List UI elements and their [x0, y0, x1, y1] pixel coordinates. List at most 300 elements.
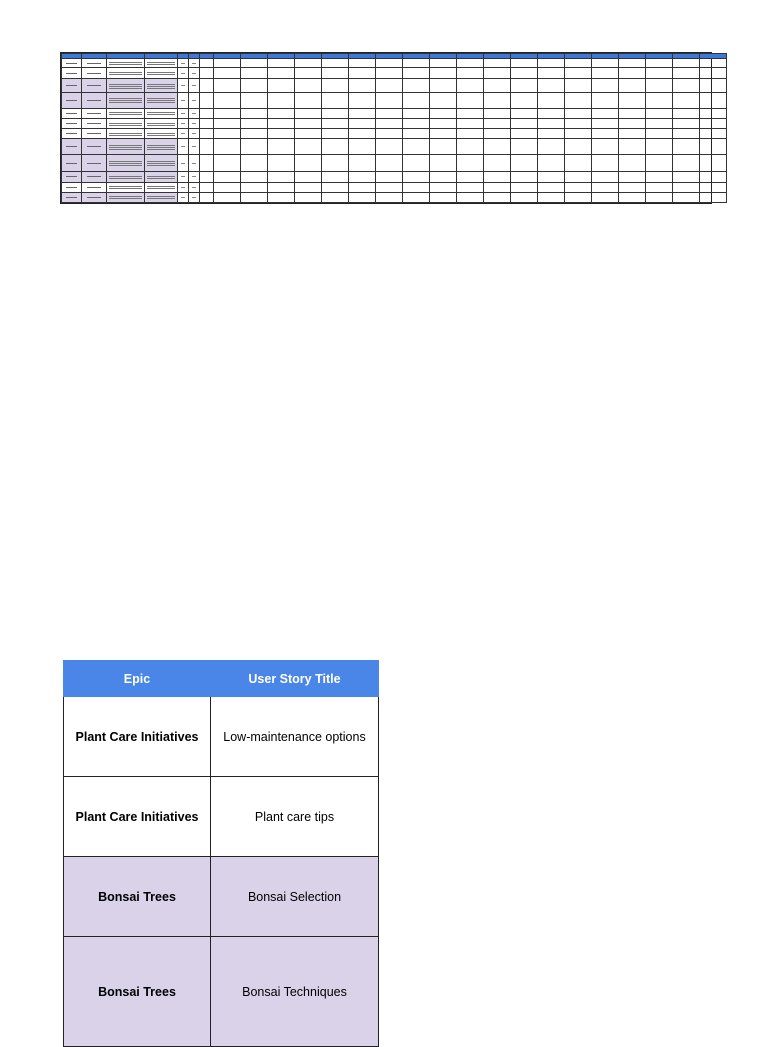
thumbnail-cell [268, 139, 295, 155]
thumbnail-cell [430, 192, 457, 202]
thumbnail-cell [178, 92, 189, 108]
thumbnail-cell [82, 172, 107, 182]
thumbnail-cell [457, 108, 484, 118]
table-row [64, 937, 379, 1047]
thumbnail-cell [268, 59, 295, 68]
thumbnail-cell [673, 155, 700, 172]
thumbnail-cell [511, 79, 538, 93]
thumbnail-cell [241, 119, 268, 129]
thumbnail-cell [511, 92, 538, 108]
thumbnail-cell [673, 182, 700, 192]
thumbnail-cell [484, 155, 511, 172]
thumbnail-cell [403, 92, 430, 108]
thumbnail-row [62, 192, 727, 202]
thumbnail-cell [484, 108, 511, 118]
thumbnail-cell [538, 139, 565, 155]
thumbnail-cell [349, 119, 376, 129]
thumbnail-cell [200, 119, 214, 129]
table-header-row [64, 661, 379, 697]
thumbnail-cell [646, 192, 673, 202]
thumbnail-cell [107, 129, 145, 139]
thumbnail-cell [268, 108, 295, 118]
thumbnail-cell [241, 92, 268, 108]
thumbnail-cell [430, 108, 457, 118]
thumbnail-cell [565, 155, 592, 172]
thumbnail-cell [430, 155, 457, 172]
thumbnail-cell [403, 139, 430, 155]
thumbnail-cell [189, 108, 200, 118]
thumbnail-cell [511, 108, 538, 118]
thumbnail-cell [376, 129, 403, 139]
thumbnail-cell [214, 92, 241, 108]
thumbnail-cell [511, 172, 538, 182]
thumbnail-cell [145, 172, 178, 182]
thumbnail-cell [565, 192, 592, 202]
thumbnail-cell [565, 172, 592, 182]
thumbnail-cell [200, 129, 214, 139]
thumbnail-cell [178, 172, 189, 182]
thumbnail-cell [62, 172, 82, 182]
thumbnail-cell [62, 119, 82, 129]
thumbnail-cell [189, 68, 200, 79]
thumbnail-cell [484, 129, 511, 139]
thumbnail-cell [538, 108, 565, 118]
thumbnail-cell [484, 79, 511, 93]
thumbnail-cell [376, 108, 403, 118]
thumbnail-cell [107, 68, 145, 79]
thumbnail-cell [376, 92, 403, 108]
thumbnail-cell [511, 155, 538, 172]
thumbnail-cell [241, 68, 268, 79]
title-cell: Plant care tips [211, 777, 379, 857]
thumbnail-cell [241, 172, 268, 182]
thumbnail-cell [376, 192, 403, 202]
thumbnail-cell [484, 59, 511, 68]
thumbnail-cell [700, 172, 727, 182]
thumbnail-cell [349, 79, 376, 93]
thumbnail-cell [295, 79, 322, 93]
thumbnail-cell [200, 182, 214, 192]
thumbnail-cell [322, 68, 349, 79]
thumbnail-cell [178, 192, 189, 202]
thumbnail-cell [178, 79, 189, 93]
thumbnail-cell [62, 92, 82, 108]
thumbnail-cell [673, 119, 700, 129]
thumbnail-cell [268, 119, 295, 129]
thumbnail-cell [178, 182, 189, 192]
thumbnail-cell [511, 68, 538, 79]
thumbnail-cell [592, 172, 619, 182]
thumbnail-cell [565, 92, 592, 108]
thumbnail-row [62, 108, 727, 118]
thumbnail-cell [200, 172, 214, 182]
thumbnail-cell [241, 155, 268, 172]
thumbnail-cell [538, 68, 565, 79]
thumbnail-cell [200, 139, 214, 155]
thumbnail-cell [403, 192, 430, 202]
thumbnail-cell [178, 155, 189, 172]
thumbnail-cell [107, 192, 145, 202]
thumbnail-cell [484, 119, 511, 129]
thumbnail-cell [62, 79, 82, 93]
thumbnail-cell [349, 172, 376, 182]
thumbnail-cell [376, 155, 403, 172]
thumbnail-cell [700, 155, 727, 172]
thumbnail-cell [592, 79, 619, 93]
thumbnail-cell [214, 68, 241, 79]
thumbnail-cell [62, 108, 82, 118]
thumbnail-cell [457, 68, 484, 79]
thumbnail-cell [484, 192, 511, 202]
thumbnail-cell [646, 92, 673, 108]
thumbnail-cell [241, 182, 268, 192]
thumbnail-cell [619, 92, 646, 108]
thumbnail-cell [700, 92, 727, 108]
thumbnail-cell [295, 172, 322, 182]
thumbnail-cell [673, 68, 700, 79]
thumbnail-cell [457, 172, 484, 182]
thumbnail-cell [592, 139, 619, 155]
thumbnail-cell [241, 79, 268, 93]
thumbnail-cell [268, 68, 295, 79]
thumbnail-cell [349, 92, 376, 108]
thumbnail-cell [268, 172, 295, 182]
thumbnail-cell [178, 139, 189, 155]
thumbnail-cell [200, 92, 214, 108]
thumbnail-cell [538, 59, 565, 68]
header-epic: Epic [64, 661, 211, 697]
thumbnail-cell [592, 119, 619, 129]
thumbnail-cell [376, 59, 403, 68]
thumbnail-cell [403, 182, 430, 192]
thumbnail-cell [107, 182, 145, 192]
thumbnail-cell [673, 108, 700, 118]
sheet-thumbnail [60, 52, 712, 204]
thumbnail-cell [457, 192, 484, 202]
thumbnail-cell [295, 119, 322, 129]
thumbnail-cell [403, 79, 430, 93]
thumbnail-cell [700, 192, 727, 202]
thumbnail-cell [178, 59, 189, 68]
thumbnail-cell [511, 59, 538, 68]
thumbnail-cell [349, 155, 376, 172]
thumbnail-cell [214, 172, 241, 182]
thumbnail-row [62, 59, 727, 68]
thumbnail-cell [457, 119, 484, 129]
thumbnail-cell [214, 129, 241, 139]
thumbnail-cell [295, 92, 322, 108]
thumbnail-cell [646, 108, 673, 118]
thumbnail-cell [82, 92, 107, 108]
thumbnail-cell [322, 172, 349, 182]
thumbnail-cell [241, 59, 268, 68]
thumbnail-cell [295, 129, 322, 139]
thumbnail-cell [322, 92, 349, 108]
thumbnail-cell [700, 182, 727, 192]
thumbnail-cell [619, 172, 646, 182]
thumbnail-cell [200, 192, 214, 202]
table-row [64, 857, 379, 937]
thumbnail-cell [295, 68, 322, 79]
thumbnail-cell [268, 182, 295, 192]
thumbnail-cell [430, 129, 457, 139]
thumbnail-cell [214, 119, 241, 129]
thumbnail-cell [700, 68, 727, 79]
thumbnail-cell [214, 192, 241, 202]
table-row [64, 697, 379, 777]
thumbnail-cell [673, 139, 700, 155]
thumbnail-cell [403, 155, 430, 172]
thumbnail-cell [457, 129, 484, 139]
thumbnail-cell [189, 119, 200, 129]
thumbnail-cell [322, 129, 349, 139]
thumbnail-cell [349, 108, 376, 118]
epic-cell: Plant Care Initiatives [64, 697, 211, 777]
thumbnail-cell [241, 108, 268, 118]
thumbnail-cell [376, 79, 403, 93]
thumbnail-cell [403, 172, 430, 182]
thumbnail-cell [145, 68, 178, 79]
thumbnail-cell [673, 92, 700, 108]
thumbnail-cell [189, 172, 200, 182]
thumbnail-cell [189, 79, 200, 93]
thumbnail-cell [268, 129, 295, 139]
thumbnail-cell [178, 129, 189, 139]
thumbnail-cell [538, 129, 565, 139]
thumbnail-cell [145, 192, 178, 202]
thumbnail-row [62, 155, 727, 172]
thumbnail-cell [145, 108, 178, 118]
thumbnail-cell [457, 139, 484, 155]
thumbnail-cell [484, 92, 511, 108]
thumbnail-cell [295, 108, 322, 118]
thumbnail-cell [457, 155, 484, 172]
thumbnail-cell [646, 172, 673, 182]
thumbnail-cell [62, 139, 82, 155]
thumbnail-cell [619, 119, 646, 129]
thumbnail-cell [107, 108, 145, 118]
thumbnail-cell [322, 59, 349, 68]
thumbnail-cell [673, 129, 700, 139]
thumbnail-cell [592, 59, 619, 68]
thumbnail-cell [200, 59, 214, 68]
thumbnail-cell [189, 192, 200, 202]
thumbnail-cell [189, 139, 200, 155]
user-story-table [63, 660, 379, 1047]
thumbnail-cell [241, 139, 268, 155]
thumbnail-cell [592, 155, 619, 172]
thumbnail-cell [62, 59, 82, 68]
thumbnail-cell [268, 79, 295, 93]
thumbnail-cell [511, 129, 538, 139]
thumbnail-cell [349, 129, 376, 139]
thumbnail-cell [349, 192, 376, 202]
thumbnail-cell [322, 119, 349, 129]
thumbnail-table [61, 53, 727, 203]
thumbnail-cell [484, 139, 511, 155]
thumbnail-cell [62, 192, 82, 202]
thumbnail-cell [430, 79, 457, 93]
thumbnail-cell [295, 192, 322, 202]
thumbnail-row [62, 92, 727, 108]
thumbnail-cell [295, 182, 322, 192]
thumbnail-cell [145, 119, 178, 129]
thumbnail-cell [673, 172, 700, 182]
thumbnail-cell [82, 79, 107, 93]
thumbnail-cell [619, 59, 646, 68]
thumbnail-cell [619, 108, 646, 118]
thumbnail-cell [376, 139, 403, 155]
thumbnail-cell [107, 155, 145, 172]
thumbnail-cell [376, 68, 403, 79]
thumbnail-cell [82, 59, 107, 68]
thumbnail-cell [62, 68, 82, 79]
thumbnail-row [62, 68, 727, 79]
thumbnail-cell [322, 192, 349, 202]
thumbnail-cell [295, 59, 322, 68]
thumbnail-cell [430, 92, 457, 108]
thumbnail-cell [62, 155, 82, 172]
thumbnail-cell [214, 155, 241, 172]
thumbnail-cell [565, 68, 592, 79]
thumbnail-cell [214, 182, 241, 192]
thumbnail-cell [700, 79, 727, 93]
thumbnail-cell [646, 129, 673, 139]
thumbnail-cell [619, 155, 646, 172]
thumbnail-cell [403, 68, 430, 79]
thumbnail-cell [349, 59, 376, 68]
thumbnail-cell [700, 108, 727, 118]
thumbnail-cell [189, 129, 200, 139]
thumbnail-cell [457, 182, 484, 192]
thumbnail-cell [619, 129, 646, 139]
thumbnail-cell [700, 59, 727, 68]
epic-cell: Bonsai Trees [64, 857, 211, 937]
thumbnail-cell [376, 182, 403, 192]
title-cell: Low-maintenance options [211, 697, 379, 777]
thumbnail-cell [82, 182, 107, 192]
thumbnail-cell [200, 68, 214, 79]
thumbnail-cell [82, 68, 107, 79]
thumbnail-cell [565, 129, 592, 139]
thumbnail-cell [565, 139, 592, 155]
thumbnail-cell [565, 119, 592, 129]
thumbnail-cell [403, 119, 430, 129]
thumbnail-cell [484, 68, 511, 79]
thumbnail-cell [145, 155, 178, 172]
thumbnail-cell [107, 172, 145, 182]
thumbnail-row [62, 79, 727, 93]
thumbnail-cell [538, 119, 565, 129]
thumbnail-cell [646, 155, 673, 172]
thumbnail-cell [619, 182, 646, 192]
thumbnail-cell [145, 92, 178, 108]
thumbnail-cell [200, 155, 214, 172]
thumbnail-cell [178, 108, 189, 118]
thumbnail-row [62, 129, 727, 139]
thumbnail-cell [178, 68, 189, 79]
thumbnail-cell [295, 139, 322, 155]
thumbnail-cell [82, 129, 107, 139]
thumbnail-cell [538, 192, 565, 202]
thumbnail-cell [646, 59, 673, 68]
thumbnail-cell [189, 155, 200, 172]
thumbnail-cell [646, 119, 673, 129]
thumbnail-cell [82, 155, 107, 172]
thumbnail-cell [82, 192, 107, 202]
epic-cell: Plant Care Initiatives [64, 777, 211, 857]
thumbnail-cell [619, 79, 646, 93]
thumbnail-cell [295, 155, 322, 172]
thumbnail-cell [511, 182, 538, 192]
thumbnail-cell [565, 182, 592, 192]
thumbnail-cell [403, 59, 430, 68]
thumbnail-cell [214, 139, 241, 155]
thumbnail-cell [62, 182, 82, 192]
thumbnail-cell [430, 139, 457, 155]
thumbnail-cell [107, 139, 145, 155]
thumbnail-cell [214, 79, 241, 93]
thumbnail-cell [592, 108, 619, 118]
thumbnail-cell [592, 92, 619, 108]
thumbnail-cell [145, 79, 178, 93]
epic-cell: Bonsai Trees [64, 937, 211, 1047]
thumbnail-cell [145, 59, 178, 68]
thumbnail-row [62, 172, 727, 182]
thumbnail-cell [700, 119, 727, 129]
thumbnail-cell [145, 139, 178, 155]
thumbnail-cell [538, 155, 565, 172]
thumbnail-cell [511, 139, 538, 155]
thumbnail-cell [268, 92, 295, 108]
thumbnail-cell [189, 92, 200, 108]
thumbnail-cell [430, 59, 457, 68]
thumbnail-cell [349, 182, 376, 192]
thumbnail-cell [430, 119, 457, 129]
thumbnail-cell [189, 182, 200, 192]
thumbnail-row [62, 139, 727, 155]
thumbnail-cell [268, 192, 295, 202]
thumbnail-cell [241, 129, 268, 139]
thumbnail-cell [565, 108, 592, 118]
thumbnail-cell [268, 155, 295, 172]
thumbnail-cell [403, 129, 430, 139]
thumbnail-cell [484, 172, 511, 182]
thumbnail-cell [565, 79, 592, 93]
thumbnail-cell [511, 119, 538, 129]
thumbnail-cell [619, 139, 646, 155]
thumbnail-cell [62, 129, 82, 139]
thumbnail-cell [538, 92, 565, 108]
thumbnail-cell [241, 192, 268, 202]
thumbnail-cell [214, 59, 241, 68]
thumbnail-cell [107, 79, 145, 93]
thumbnail-cell [673, 192, 700, 202]
thumbnail-cell [646, 68, 673, 79]
thumbnail-cell [178, 119, 189, 129]
thumbnail-cell [646, 182, 673, 192]
thumbnail-cell [511, 192, 538, 202]
thumbnail-cell [538, 172, 565, 182]
thumbnail-cell [673, 79, 700, 93]
thumbnail-cell [322, 139, 349, 155]
thumbnail-cell [107, 59, 145, 68]
thumbnail-cell [403, 108, 430, 118]
thumbnail-cell [700, 139, 727, 155]
thumbnail-cell [457, 59, 484, 68]
thumbnail-row [62, 182, 727, 192]
thumbnail-cell [565, 59, 592, 68]
